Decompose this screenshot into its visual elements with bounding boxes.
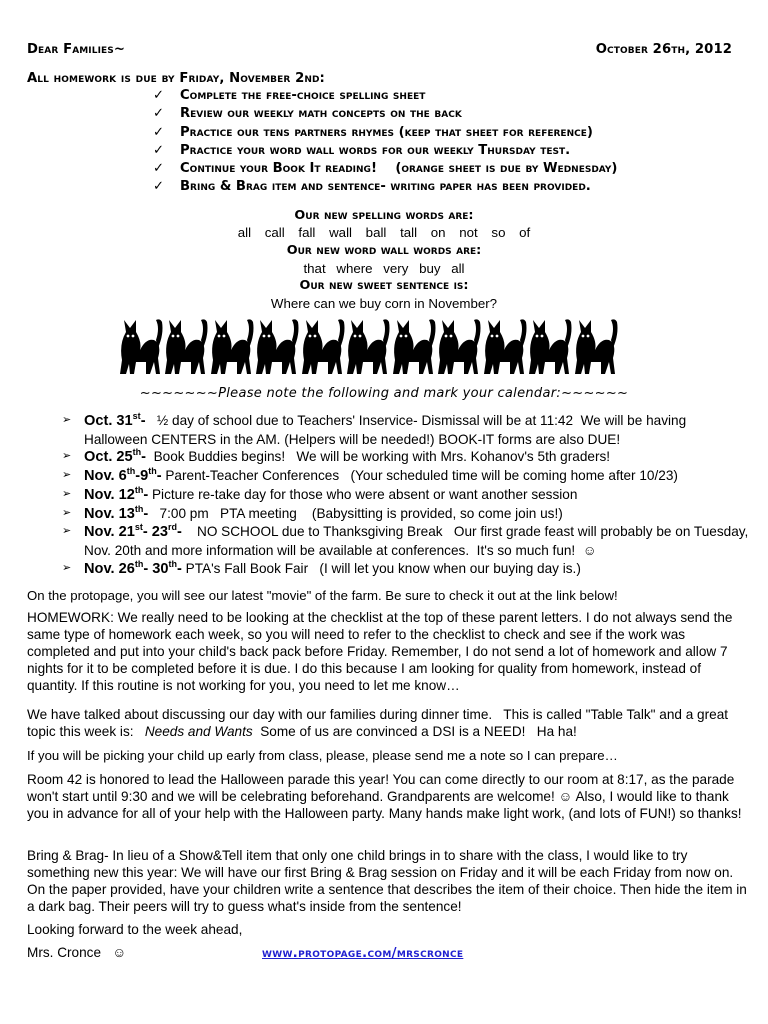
spelling-list: all call fall wall ball tall on not so of — [237, 225, 531, 240]
pickup-paragraph: If you will be picking your child up early from class, please, please send me a note so I can prepare… — [27, 748, 618, 763]
closing-line: Looking forward to the week ahead, — [27, 922, 243, 937]
event-item — [62, 448, 752, 467]
greeting: Dear Families~ — [27, 42, 126, 57]
table-talk-paragraph: We have talked about discussing our day with our families during dinner time. This is called "Table Talk" and a great topic this week is: Needs and Wants Some of us are convinced a DSI is a NEED! Ha ha! — [27, 707, 732, 739]
arrow-bullet-icon: ➢ — [62, 469, 72, 482]
bring-brag-paragraph: Bring & Brag- In lieu of a Show&Tell item that only one child brings in to share with the class, I would like to try something new this year: We will have our first Bring & Brag session on Friday and it will be each Friday from now on. On the paper provided, have your children write a sentence that describes the item of their choice. Then hide the item in a dark bag. Their peers will try to guess what's inside from the sentence! — [27, 848, 747, 914]
black-cat-icon — [529, 319, 572, 374]
event-date: Nov. 13th- — [84, 503, 149, 522]
sweet-heading: Our new sweet sentence is: — [299, 278, 469, 293]
arrow-bullet-icon: ➢ — [62, 487, 72, 500]
arrow-bullet-icon: ➢ — [62, 561, 72, 574]
homework-paragraph: HOMEWORK: We really need to be looking at the checklist at the top of these parent letters. I do not always send the same type of homework each week, so you will need to refer to the checklist to check and see if the work was completed and put into your child's back pack before Friday. Remember, I do not send a lot of homework and allow 7 nights for it to be completed before it is due. I do this because I am looking for quality from homework, instead of quantity. If this routine is not working for you, you need to let me know… — [27, 610, 733, 693]
check-icon: ✓ — [153, 106, 165, 122]
event-item — [62, 412, 752, 448]
protopage-link[interactable]: www.protopage.com/mrscronce — [262, 945, 464, 961]
event-date: Nov. 26th- 30th- — [84, 558, 182, 577]
sweet-sentence: Where can we buy corn in November? — [270, 296, 498, 311]
checklist-item: ✓ Practice your word wall words for our weekly Thursday test. — [153, 142, 617, 160]
black-cat-icon — [211, 319, 254, 374]
event-text: Book Buddies begins! We will be working with Mrs. Kohanov's 5th graders! — [146, 449, 611, 465]
black-cat-icon — [347, 319, 390, 374]
event-date: Nov. 21st- 23rd- — [84, 522, 182, 541]
event-item — [62, 505, 752, 524]
event-date: Oct. 25th- — [84, 447, 147, 466]
event-text: PTA's Fall Book Fair (I will let you know when our buying day is.) — [181, 560, 581, 576]
homework-due-day: Friday, November 2nd: — [179, 71, 325, 86]
calendar-events — [62, 412, 752, 578]
event-item — [62, 486, 752, 505]
signature: Mrs. Cronce ☺ — [27, 945, 127, 960]
check-icon: ✓ — [153, 161, 165, 177]
protopage-paragraph: On the protopage, you will see our latest "movie" of the farm. Be sure to check it out at the link below! — [27, 588, 618, 603]
table-talk-topic: Needs and Wants — [144, 724, 253, 739]
checklist-item: ✓ Complete the free-choice spelling sheet — [153, 87, 617, 105]
checklist-item: ✓ Bring & Brag item and sentence- writing paper has been provided. — [153, 178, 617, 196]
black-cat-icon — [575, 319, 618, 374]
checklist-item: ✓ Practice our tens partners rhymes (keep that sheet for reference) — [153, 124, 617, 142]
check-icon: ✓ — [153, 179, 165, 195]
black-cat-icon — [393, 319, 436, 374]
black-cat-icon — [165, 319, 208, 374]
event-item — [62, 560, 752, 579]
event-date: Nov. 6th-9th- — [84, 466, 162, 485]
event-text: 7:00 pm PTA meeting (Babysitting is provided, so come join us!) — [148, 505, 563, 521]
event-date: Oct. 31st- — [84, 411, 146, 429]
letter-date: October 26th, 2012 — [595, 42, 732, 57]
parade-paragraph: Room 42 is honored to lead the Halloween parade this year! You can come directly to our room at 8:17, as the parade won't start until 9:30 and we will be celebrating beforehand. Grandparents are welcome! ☺ Also, I would like to thank you in advance for all of your help with the Halloween party. Many hands make light work, (and lots of FUN!) so thanks! — [27, 772, 742, 821]
black-cat-icon — [256, 319, 299, 374]
homework-checklist — [153, 87, 617, 197]
calendar-note: ~~~~~~~Please note the following and mark your calendar:~~~~~~ — [139, 386, 629, 401]
event-text: Picture re-take day for those who were absent or want another session — [148, 486, 578, 502]
arrow-bullet-icon: ➢ — [62, 525, 72, 538]
black-cats-border — [116, 312, 640, 376]
event-text: Parent-Teacher Conferences (Your scheduled time will be coming home after 10/23) — [161, 468, 678, 484]
arrow-bullet-icon: ➢ — [62, 450, 72, 463]
checklist-item: ✓ Review our weekly math concepts on the back — [153, 105, 617, 123]
homework-due-prefix: All homework is due by — [27, 71, 180, 86]
check-icon: ✓ — [153, 124, 165, 140]
event-text: NO SCHOOL due to Thanksgiving Break Our first grade feast will probably be on Tuesday, Nov. 20th and more information will be available at conferences. It's so much fun! ☺ — [84, 524, 753, 558]
black-cat-icon — [438, 319, 481, 374]
check-icon: ✓ — [153, 142, 165, 158]
homework-due-line — [27, 70, 325, 87]
checklist-item: ✓ Continue your Book It reading! (orange sheet is due by Wednesday) — [153, 160, 617, 178]
event-date: Nov. 12th- — [84, 484, 149, 503]
arrow-bullet-icon: ➢ — [62, 414, 72, 426]
event-text: ½ day of school due to Teachers' Inservice- Dismissal will be at 11:42 We will be having Halloween CENTERS in the AM. (Helpers will be needed!) BOOK-IT forms are also DUE! — [84, 413, 690, 447]
spelling-heading: Our new spelling words are: — [294, 208, 474, 223]
event-item — [62, 523, 752, 559]
arrow-bullet-icon: ➢ — [62, 506, 72, 519]
check-icon: ✓ — [153, 88, 165, 103]
black-cat-icon — [120, 319, 163, 374]
black-cat-icon — [484, 319, 527, 374]
event-item — [62, 467, 752, 486]
black-cat-icon — [302, 319, 345, 374]
wordwall-heading: Our new word wall words are: — [286, 243, 482, 258]
wordwall-list: that where very buy all — [303, 261, 465, 276]
